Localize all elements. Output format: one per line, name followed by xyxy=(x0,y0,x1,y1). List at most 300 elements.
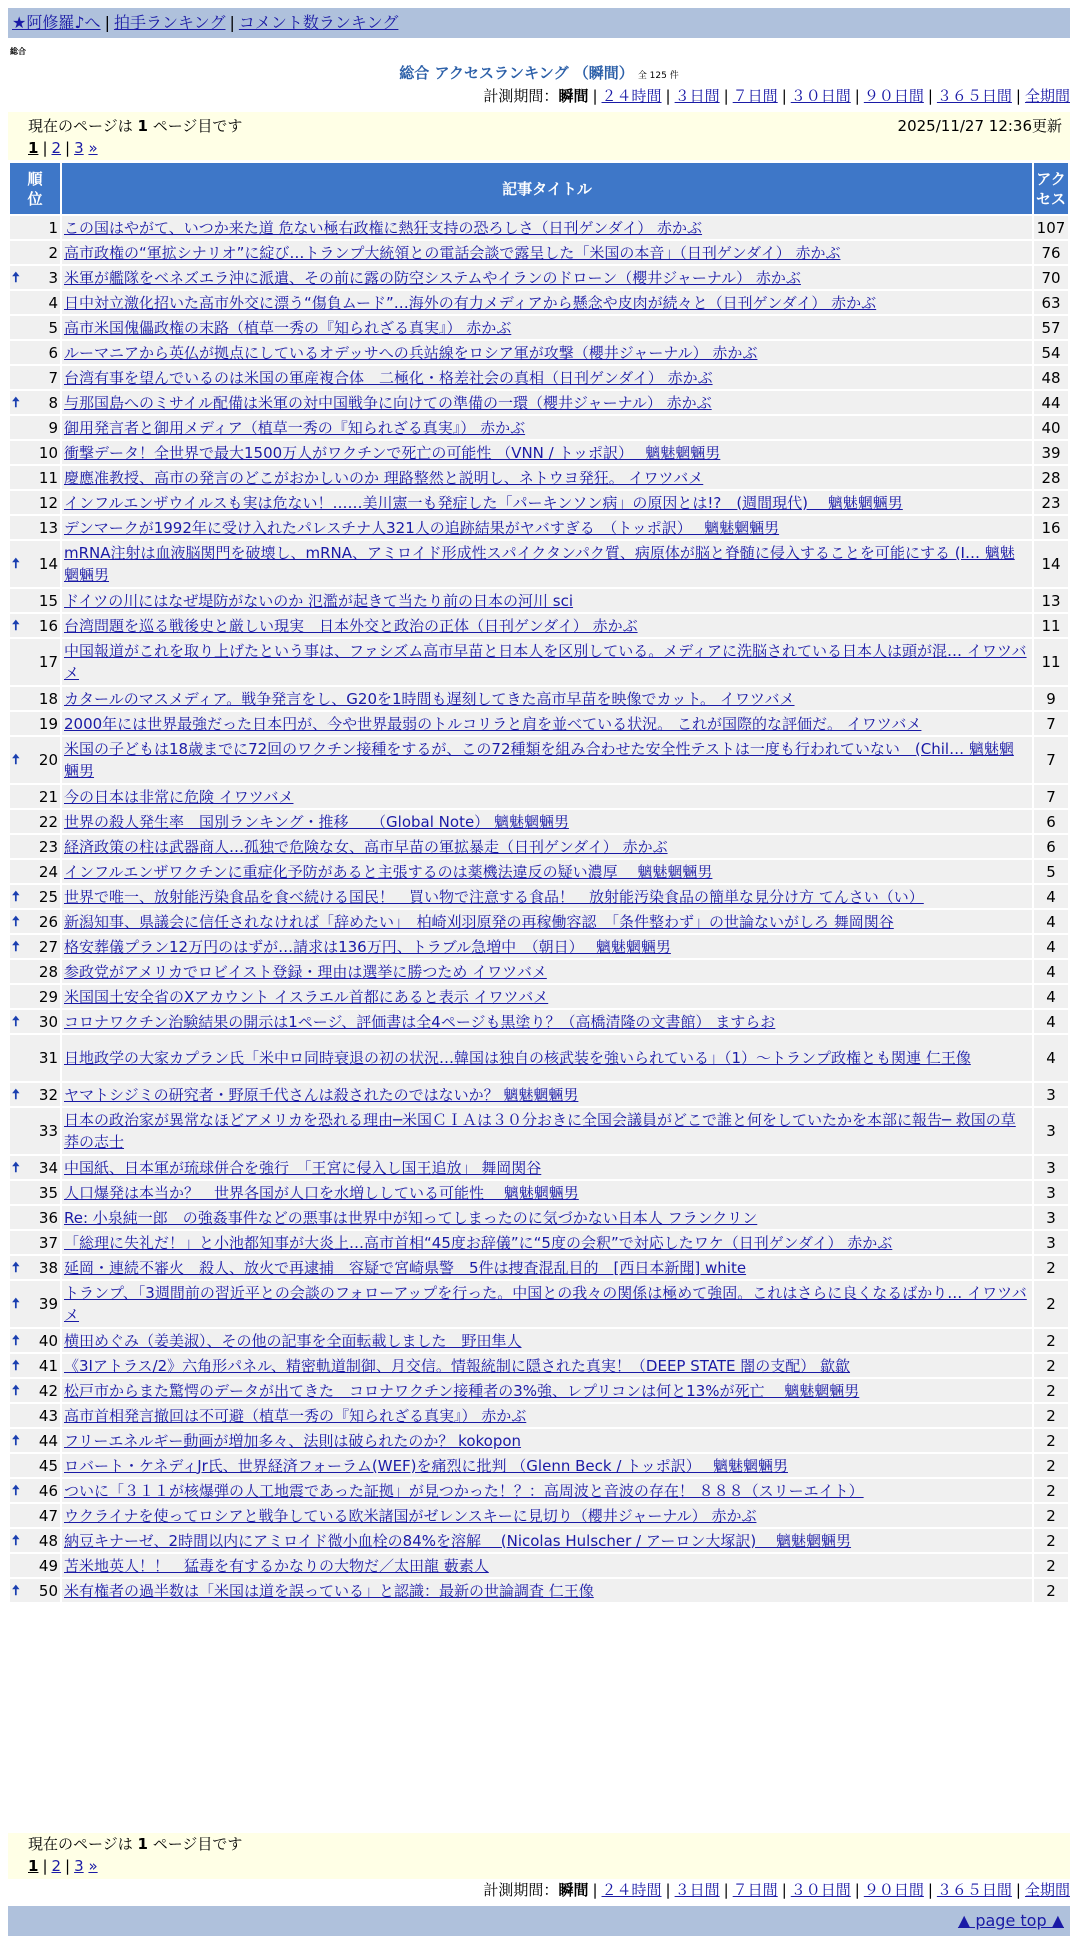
access-count: 5 xyxy=(1034,860,1068,883)
rank-number: 39 xyxy=(38,1295,58,1313)
rank-up-arrow-icon: 🠅 xyxy=(12,1432,20,1449)
separator: | xyxy=(927,87,933,105)
table-row xyxy=(10,785,1068,808)
access-count: 2 xyxy=(1034,1529,1068,1552)
footer-bar xyxy=(8,1906,1070,1936)
access-count: 4 xyxy=(1034,910,1068,933)
access-count: 3 xyxy=(1034,1083,1068,1106)
separator: | xyxy=(1015,87,1021,105)
access-count: 2 xyxy=(1034,1281,1068,1327)
title-cell xyxy=(62,687,1032,710)
rank-cell xyxy=(10,860,60,883)
rank-cell xyxy=(10,1554,60,1577)
access-count: 76 xyxy=(1034,241,1068,264)
title-cell xyxy=(62,1554,1032,1577)
page-current: 1 xyxy=(28,139,39,157)
title-cell xyxy=(62,341,1032,364)
table-row xyxy=(10,316,1068,339)
article-link[interactable]: ドイツの川にはなぜ堤防がないのか 氾濫が起きて当たり前の日本の河川 sci xyxy=(64,591,574,610)
separator: | xyxy=(65,139,71,157)
access-count: 2 xyxy=(1034,1379,1068,1402)
page-info-bottom xyxy=(8,1833,1070,1879)
article-link[interactable]: 高市政権の“軍拡シナリオ”に綻び…トランプ大統領との電話会談で露呈した「米国の本音」（日刊ゲンダイ） 赤かぶ xyxy=(64,243,841,262)
table-row xyxy=(10,1010,1068,1033)
rank-cell xyxy=(10,366,60,389)
article-link[interactable]: ウクライナを使ってロシアと戦争している欧米諸国がゼレンスキーに見切り（櫻井ジャーナル） 赤かぶ xyxy=(64,1506,757,1525)
rank-cell xyxy=(10,910,60,933)
rank-cell xyxy=(10,1156,60,1179)
access-count: 2 xyxy=(1034,1404,1068,1427)
title-cell xyxy=(62,1231,1032,1254)
article-link[interactable]: 《3Iアトラス/2》六角形パネル、精密軌道制御、月交信。情報統制に隠された真実！（DEEP STATE 闇の支配） 歙歙 xyxy=(64,1356,851,1375)
article-link[interactable]: 台湾有事を望んでいるのは米国の軍産複合体 二極化・格差社会の真相（日刊ゲンダイ） 赤かぶ xyxy=(64,368,713,387)
article-link[interactable]: この国はやがて、いつか来た道 危ない極右政権に熱狂支持の恐ろしさ（日刊ゲンダイ） 赤かぶ xyxy=(64,218,703,237)
rank-number: 6 xyxy=(48,343,58,362)
rank-up-arrow-icon: 🠅 xyxy=(12,1582,20,1599)
article-link[interactable]: ロバート・ケネディJr氏、世界経済フォーラム(WEF)を痛烈に批判 （Glenn Beck / トッポ訳） 魑魅魍魎男 xyxy=(64,1456,788,1475)
table-row xyxy=(10,1554,1068,1577)
article-link[interactable]: 納豆キナーゼ、2時間以内にアミロイド微小血栓の84%を溶解 (Nicolas Hulscher / アーロン大塚訳) 魑魅魍魎男 xyxy=(64,1531,852,1550)
rank-number: 22 xyxy=(38,812,58,831)
rank-cell xyxy=(10,266,60,289)
access-count: 39 xyxy=(1034,441,1068,464)
rank-up-arrow-icon: 🠅 xyxy=(12,1532,20,1549)
article-link[interactable]: 人口爆発は本当か？ 世界各国が人口を水増ししている可能性 魑魅魍魎男 xyxy=(64,1183,579,1202)
rank-cell xyxy=(10,341,60,364)
separator: | xyxy=(65,1857,71,1875)
title-cell xyxy=(62,1329,1032,1352)
period-link[interactable]: ３６５日間 xyxy=(936,1881,1012,1899)
rank-up-arrow-icon: 🠅 xyxy=(12,752,20,768)
article-link[interactable]: 横田めぐみ（姜美淑）、その他の記事を全面転載しました 野田隼人 xyxy=(64,1331,522,1350)
rank-up-arrow-icon: 🠅 xyxy=(12,556,20,572)
article-link[interactable]: 御用発言者と御用メディア（植草一秀の『知られざる真実』） 赤かぶ xyxy=(64,418,526,437)
article-link[interactable]: 日中対立激化招いた高市外交に漂う“傷負ムード”…海外の有力メディアから懸念や皮肉が続々と（日刊ゲンダイ） 赤かぶ xyxy=(64,293,877,312)
title-cell xyxy=(62,985,1032,1008)
period-link[interactable]: ２４時間 xyxy=(601,1881,662,1899)
table-row xyxy=(10,712,1068,735)
period-link[interactable]: ３０日間 xyxy=(790,87,851,105)
rank-number: 35 xyxy=(38,1183,58,1202)
rank-cell xyxy=(10,1529,60,1552)
rank-cell xyxy=(10,1579,60,1602)
access-count: 2 xyxy=(1034,1479,1068,1502)
page-info-text: 現在のページは 1 ページ目です xyxy=(28,1835,243,1853)
rank-number: 21 xyxy=(38,787,58,806)
separator: | xyxy=(927,1881,933,1899)
rank-number: 45 xyxy=(38,1456,58,1475)
access-count: 4 xyxy=(1034,960,1068,983)
rank-number: 23 xyxy=(38,837,58,856)
rank-cell xyxy=(10,1206,60,1229)
rank-cell xyxy=(10,1231,60,1254)
title-cell xyxy=(62,712,1032,735)
rank-up-arrow-icon: 🠅 xyxy=(12,1482,20,1499)
table-row xyxy=(10,1329,1068,1352)
table-row xyxy=(10,491,1068,514)
access-count: 44 xyxy=(1034,391,1068,414)
article-link[interactable]: 中国報道がこれを取り上げたという事は、ファシズム高市早苗と日本人を区別している。メディアに洗脳されている日本人は頭が混… イワツバメ xyxy=(64,642,1027,682)
table-row xyxy=(10,1479,1068,1502)
access-count: 3 xyxy=(1034,1181,1068,1204)
title-cell xyxy=(62,935,1032,958)
article-link[interactable]: ルーマニアから英仏が拠点にしているオデッサへの兵站線をロシア軍が攻撃（櫻井ジャーナル） 赤かぶ xyxy=(64,343,758,362)
rank-number: 2 xyxy=(48,243,58,262)
title-cell xyxy=(62,1156,1032,1179)
page-link[interactable]: 3 xyxy=(74,1857,84,1875)
table-row xyxy=(10,1529,1068,1552)
separator: | xyxy=(781,1881,787,1899)
access-count: 2 xyxy=(1034,1454,1068,1477)
rank-cell xyxy=(10,1504,60,1527)
separator: | xyxy=(781,87,787,105)
period-link[interactable]: ９０日間 xyxy=(863,87,924,105)
article-link[interactable]: 格安葬儀プラン12万円のはずが…請求は136万円、トラブル急増中 （朝日） 魑魅魍魎男 xyxy=(64,937,671,956)
rank-up-arrow-icon: 🠅 xyxy=(12,1296,20,1312)
period-label: 計測期間： xyxy=(483,87,559,105)
article-link[interactable]: 与那国島へのミサイル配備は米軍の対中国戦争に向けての準備の一環（櫻井ジャーナル） 赤かぶ xyxy=(64,393,712,412)
access-count: 2 xyxy=(1034,1554,1068,1577)
table-row xyxy=(10,1035,1068,1081)
title-cell xyxy=(62,1083,1032,1106)
title-cell xyxy=(62,589,1032,612)
table-row xyxy=(10,291,1068,314)
title-cell xyxy=(62,1579,1032,1602)
title-cell xyxy=(62,1354,1032,1377)
rank-number: 11 xyxy=(38,468,58,487)
rank-number: 26 xyxy=(38,912,58,931)
table-row xyxy=(10,1404,1068,1427)
access-count: 107 xyxy=(1034,216,1068,239)
rank-number: 3 xyxy=(48,268,58,287)
title-cell xyxy=(62,885,1032,908)
article-link[interactable]: 中国紙、日本軍が琉球併合を強行 「王宮に侵入し国王追放」 舞岡関谷 xyxy=(64,1158,542,1177)
rank-number: 31 xyxy=(38,1049,58,1067)
table-row xyxy=(10,1108,1068,1154)
rank-cell xyxy=(10,1181,60,1204)
table-row xyxy=(10,810,1068,833)
rank-number: 10 xyxy=(38,443,58,462)
rank-number: 9 xyxy=(48,418,58,437)
rank-number: 30 xyxy=(38,1012,58,1031)
access-count: 2 xyxy=(1034,1579,1068,1602)
table-row xyxy=(10,1231,1068,1254)
table-row xyxy=(10,687,1068,710)
rank-number: 50 xyxy=(38,1581,58,1600)
separator: | xyxy=(665,87,671,105)
article-link[interactable]: インフルエンザウイルスも実は危ない！……美川憲一も発症した「パーキンソン病」の原因とは!? (週間現代) 魑魅魍魎男 xyxy=(64,493,903,512)
period-link[interactable]: ３６５日間 xyxy=(936,87,1012,105)
rank-number: 42 xyxy=(38,1381,58,1400)
article-link[interactable]: 米国国土安全省のXアカウント イスラエル首都にあると表示 イワツバメ xyxy=(64,987,549,1006)
article-link[interactable]: インフルエンザワクチンに重症化予防があると主張するのは薬機法違反の疑い濃厚 魑魅魍魎男 xyxy=(64,862,713,881)
article-link[interactable]: 「総理に失礼だ！」と小池都知事が大炎上…高市首相“45度お辞儀”に“5度の会釈”で対応したワケ（日刊ゲンダイ） 赤かぶ xyxy=(64,1233,893,1252)
page-link[interactable]: 3 xyxy=(74,139,84,157)
rank-cell xyxy=(10,1010,60,1033)
rank-cell xyxy=(10,516,60,539)
article-link[interactable]: mRNA注射は血液脳関門を破壊し、mRNA、アミロイド形成性スパイクタンパク質、病原体が脳と脊髄に侵入することを可能にする (I… 魑魅魍魎男 xyxy=(64,544,1015,584)
period-link[interactable]: ７日間 xyxy=(732,1881,778,1899)
rank-cell xyxy=(10,391,60,414)
period-link[interactable]: 全期間 xyxy=(1024,1881,1070,1899)
article-link[interactable]: カタールのマスメディア。戦争発言をし、G20を1時間も遅刻してきた高市早苗を映像でカット。 イワツバメ xyxy=(64,689,795,708)
home-link[interactable]: ★阿修羅♪へ xyxy=(12,13,101,32)
page-info-top xyxy=(8,112,1070,160)
updated-time: 2025/11/27 12:36更新 xyxy=(897,117,1062,135)
separator: | xyxy=(42,139,48,157)
next-page-link[interactable]: » xyxy=(88,1857,98,1875)
rank-cell xyxy=(10,541,60,587)
article-link[interactable]: 米有権者の過半数は「米国は道を誤っている」と認識：最新の世論調査 仁王像 xyxy=(64,1581,594,1600)
page-top-link[interactable]: ▲ page top ▲ xyxy=(957,1911,1064,1930)
article-link[interactable]: 苫米地英人！！ 猛毒を有するかなりの大物だ／太田龍 藪素人 xyxy=(64,1556,489,1575)
access-count: 3 xyxy=(1034,1108,1068,1154)
rank-number: 4 xyxy=(48,293,58,312)
rank-cell xyxy=(10,316,60,339)
table-row xyxy=(10,910,1068,933)
rank-cell xyxy=(10,416,60,439)
rank-cell xyxy=(10,687,60,710)
title-header: 記事タイトル xyxy=(62,163,1032,214)
rank-cell xyxy=(10,241,60,264)
comment-ranking-link[interactable]: コメント数ランキング xyxy=(238,13,399,32)
article-link[interactable]: ヤマトシジミの研究者・野原千代さんは殺されたのではないか？ 魑魅魍魎男 xyxy=(64,1085,579,1104)
rank-up-arrow-icon: 🠅 xyxy=(12,938,20,955)
table-row xyxy=(10,860,1068,883)
title-cell xyxy=(62,960,1032,983)
access-count: 70 xyxy=(1034,266,1068,289)
rank-number: 13 xyxy=(38,518,58,537)
table-row xyxy=(10,366,1068,389)
rank-cell xyxy=(10,216,60,239)
title-cell xyxy=(62,366,1032,389)
rank-cell xyxy=(10,1281,60,1327)
title-cell xyxy=(62,835,1032,858)
access-count: 4 xyxy=(1034,1035,1068,1081)
table-row xyxy=(10,341,1068,364)
access-count: 2 xyxy=(1034,1354,1068,1377)
rank-number: 19 xyxy=(38,714,58,733)
table-row xyxy=(10,835,1068,858)
rank-number: 24 xyxy=(38,862,58,881)
article-link[interactable]: 今の日本は非常に危険 イワツバメ xyxy=(64,787,294,806)
rank-up-arrow-icon: 🠅 xyxy=(12,1259,20,1276)
rank-number: 16 xyxy=(38,616,58,635)
page-link[interactable]: 2 xyxy=(51,139,62,157)
title-cell xyxy=(62,1379,1032,1402)
total-count: 全 125 件 xyxy=(637,71,679,81)
table-row xyxy=(10,1083,1068,1106)
table-row xyxy=(10,589,1068,612)
rank-cell xyxy=(10,1404,60,1427)
rank-number: 5 xyxy=(48,318,58,337)
separator: | xyxy=(592,1881,598,1899)
separator: | xyxy=(723,87,729,105)
article-link[interactable]: 世界の殺人発生率 国別ランキング・推移 （Global Note） 魑魅魍魎男 xyxy=(64,812,569,831)
title-cell xyxy=(62,1206,1032,1229)
article-link[interactable]: 新潟知事、県議会に信任されなければ「辞めたい」 柏崎刈羽原発の再稼働容認 「条件整わず」の世論ないがしろ 舞岡関谷 xyxy=(64,912,894,931)
table-row xyxy=(10,441,1068,464)
article-link[interactable]: 米国の子どもは18歳までに72回のワクチン接種をするが、この72種類を組み合わせた安全性テストは一度も行われていない (Chil… 魑魅魍魎男 xyxy=(64,740,1014,780)
title-cell xyxy=(62,241,1032,264)
article-link[interactable]: 米軍が艦隊をベネズエラ沖に派遣、その前に露の防空システムやイランのドローン（櫻井ジャーナル） 赤かぶ xyxy=(64,268,801,287)
article-link[interactable]: 世界で唯一、放射能汚染食品を食べ続ける国民！ 買い物で注意する食品！ 放射能汚染食品の簡単な見分け方 てんさい（い） xyxy=(64,887,924,906)
article-link[interactable]: フリーエネルギー動画が増加多々、法則は破られたのか？ kokopon xyxy=(64,1431,522,1450)
table-row xyxy=(10,639,1068,685)
article-link[interactable]: 松戸市からまた驚愕のデータが出てきた コロナワクチン接種者の3%強、レプリコンは何と13%が死亡 魑魅魍魎男 xyxy=(64,1381,860,1400)
title-cell xyxy=(62,614,1032,637)
access-count: 6 xyxy=(1034,835,1068,858)
access-count: 54 xyxy=(1034,341,1068,364)
rank-up-arrow-icon: 🠅 xyxy=(12,888,20,905)
title-cell xyxy=(62,860,1032,883)
top-nav-bar xyxy=(8,8,1070,38)
access-count: 4 xyxy=(1034,1010,1068,1033)
period-selector-top xyxy=(483,85,1070,107)
article-link[interactable]: 経済政策の柱は武器商人…孤独で危険な女、高市早苗の軍拡暴走（日刊ゲンダイ） 赤かぶ xyxy=(64,837,668,856)
period-link[interactable]: 全期間 xyxy=(1024,87,1070,105)
page-link[interactable]: 2 xyxy=(51,1857,62,1875)
period-link[interactable]: ３０日間 xyxy=(790,1881,851,1899)
rank-cell xyxy=(10,885,60,908)
rank-cell xyxy=(10,1256,60,1279)
rank-cell xyxy=(10,491,60,514)
rank-number: 28 xyxy=(38,962,58,981)
article-link[interactable]: 高市米国傀儡政権の末路（植草一秀の『知られざる真実』） 赤かぶ xyxy=(64,318,512,337)
rank-up-arrow-icon: 🠅 xyxy=(12,1086,20,1103)
table-row xyxy=(10,516,1068,539)
title-cell xyxy=(62,910,1032,933)
rank-number: 44 xyxy=(38,1431,58,1450)
title-cell xyxy=(62,441,1032,464)
rank-number: 20 xyxy=(38,751,58,769)
rank-up-arrow-icon: 🠅 xyxy=(12,617,20,634)
title-cell xyxy=(62,291,1032,314)
table-row xyxy=(10,885,1068,908)
article-link[interactable]: 高市首相発言撤回は不可避（植草一秀の『知られざる真実』） 赤かぶ xyxy=(64,1406,527,1425)
table-row xyxy=(10,1429,1068,1452)
rank-cell xyxy=(10,985,60,1008)
access-count: 7 xyxy=(1034,785,1068,808)
table-header-row xyxy=(10,163,1068,214)
ranking-title-row xyxy=(0,62,1078,87)
title-cell xyxy=(62,1108,1032,1154)
access-count: 6 xyxy=(1034,810,1068,833)
period-link[interactable]: ２４時間 xyxy=(601,87,662,105)
article-link[interactable]: 台湾問題を巡る戦後史と厳しい現実 日本外交と政治の正体（日刊ゲンダイ） 赤かぶ xyxy=(64,616,638,635)
rank-up-arrow-icon: 🠅 xyxy=(12,1332,20,1349)
access-count: 3 xyxy=(1034,1231,1068,1254)
title-cell xyxy=(62,216,1032,239)
rank-number: 7 xyxy=(48,368,58,387)
table-row xyxy=(10,1354,1068,1377)
title-cell xyxy=(62,316,1032,339)
access-count: 2 xyxy=(1034,1329,1068,1352)
table-row xyxy=(10,391,1068,414)
rank-cell xyxy=(10,1329,60,1352)
title-cell xyxy=(62,785,1032,808)
title-cell xyxy=(62,1504,1032,1527)
access-count: 3 xyxy=(1034,1206,1068,1229)
period-selector-bottom xyxy=(483,1879,1070,1901)
rank-number: 49 xyxy=(38,1556,58,1575)
article-link[interactable]: 延岡・連続不審火 殺人、放火で再逮捕 容疑で宮崎県警 5件は捜査混乱目的 [西日本新聞] white xyxy=(64,1258,747,1277)
rank-number: 27 xyxy=(38,937,58,956)
rank-number: 34 xyxy=(38,1158,58,1177)
article-link[interactable]: 2000年には世界最強だった日本円が、今や世界最弱のトルコリラと肩を並べている状況。 これが国際的な評価だ。 イワツバメ xyxy=(64,714,922,733)
title-cell xyxy=(62,541,1032,587)
access-count: 16 xyxy=(1034,516,1068,539)
title-cell xyxy=(62,1404,1032,1427)
period-current: 瞬間 xyxy=(558,1881,589,1899)
article-link[interactable]: トランプ、「3週間前の習近平との会談のフォローアップを行った。中国との我々の関係は極めて強固。これはさらに良くなるばかり… イワツバメ xyxy=(64,1284,1027,1324)
article-link[interactable]: 日本の政治家が異常なほどアメリカを恐れる理由─米国ＣＩＡは３０分おきに全国会議員がどこで誰と何をしていたかを本部に報告─ 救国の草莽の志士 xyxy=(64,1111,1016,1151)
separator: | xyxy=(592,87,598,105)
table-row xyxy=(10,466,1068,489)
table-row xyxy=(10,960,1068,983)
article-link[interactable]: デンマークが1992年に受け入れたパレスチナ人321人の追跡結果がヤバすぎる （トッポ訳） 魑魅魍魎男 xyxy=(64,518,780,537)
article-link[interactable]: ついに「３１１が核爆弾の人工地震であった証拠」が見つかった！？：高周波と音波の存在！ ８８８（スリーエイト） xyxy=(64,1481,864,1500)
access-count: 63 xyxy=(1034,291,1068,314)
access-count: 11 xyxy=(1034,639,1068,685)
category-tag: 総合 xyxy=(10,47,26,56)
table-row xyxy=(10,1454,1068,1477)
title-cell xyxy=(62,466,1032,489)
title-cell xyxy=(62,266,1032,289)
pagination-bottom xyxy=(28,1855,1070,1877)
page-current: 1 xyxy=(28,1857,39,1875)
article-link[interactable]: コロナワクチン治験結果の開示は1ページ、評価書は全4ページも黒塗り？（高橋清隆の文書館） ますらお xyxy=(64,1012,776,1031)
clap-ranking-link[interactable]: 拍手ランキング xyxy=(113,13,226,32)
article-link[interactable]: 日地政学の大家カプラン氏「米中ロ同時衰退の初の状況…韓国は独自の核武装を強いられている」（1）～トランプ政権とも関連 仁王像 xyxy=(64,1049,971,1067)
title-cell xyxy=(62,1010,1032,1033)
article-link[interactable]: 慶應准教授、高市の発言のどこがおかしいのか 理路整然と説明し、ネトウヨ発狂。 イワツバメ xyxy=(64,468,704,487)
article-link[interactable]: 衝撃データ！全世界で最大1500万人がワクチンで死亡の可能性 （VNN / トッポ訳） 魑魅魍魎男 xyxy=(64,443,721,462)
next-page-link[interactable]: » xyxy=(88,139,98,157)
rank-number: 8 xyxy=(48,393,58,412)
title-cell xyxy=(62,737,1032,783)
article-link[interactable]: 参政党がアメリカでロビイスト登録・理由は選挙に勝つため イワツバメ xyxy=(64,962,547,981)
period-link[interactable]: ３日間 xyxy=(674,1881,720,1899)
period-link[interactable]: ３日間 xyxy=(674,87,720,105)
period-link[interactable]: ９０日間 xyxy=(863,1881,924,1899)
rank-header: 順 位 xyxy=(10,163,60,214)
rank-number: 1 xyxy=(48,218,58,237)
rank-cell xyxy=(10,589,60,612)
table-row xyxy=(10,1379,1068,1402)
rank-cell xyxy=(10,1379,60,1402)
title-cell xyxy=(62,1479,1032,1502)
rank-cell xyxy=(10,935,60,958)
rank-number: 15 xyxy=(38,591,58,610)
rank-number: 18 xyxy=(38,689,58,708)
rank-number: 38 xyxy=(38,1258,58,1277)
rank-number: 37 xyxy=(38,1233,58,1252)
article-link[interactable]: Re: 小泉純一郎 の強姦事件などの悪事は世界中が知ってしまったのに気づかない日本人 フランクリン xyxy=(64,1208,758,1227)
ranking-title: 総合 アクセスランキング （瞬間） xyxy=(399,64,634,82)
rank-cell xyxy=(10,1454,60,1477)
table-row xyxy=(10,614,1068,637)
access-count: 7 xyxy=(1034,712,1068,735)
table-row xyxy=(10,935,1068,958)
rank-cell xyxy=(10,639,60,685)
title-cell xyxy=(62,1181,1032,1204)
rank-number: 17 xyxy=(38,653,58,671)
rank-number: 29 xyxy=(38,987,58,1006)
period-link[interactable]: ７日間 xyxy=(732,87,778,105)
pagination-top xyxy=(28,137,1070,159)
title-cell xyxy=(62,1529,1032,1552)
